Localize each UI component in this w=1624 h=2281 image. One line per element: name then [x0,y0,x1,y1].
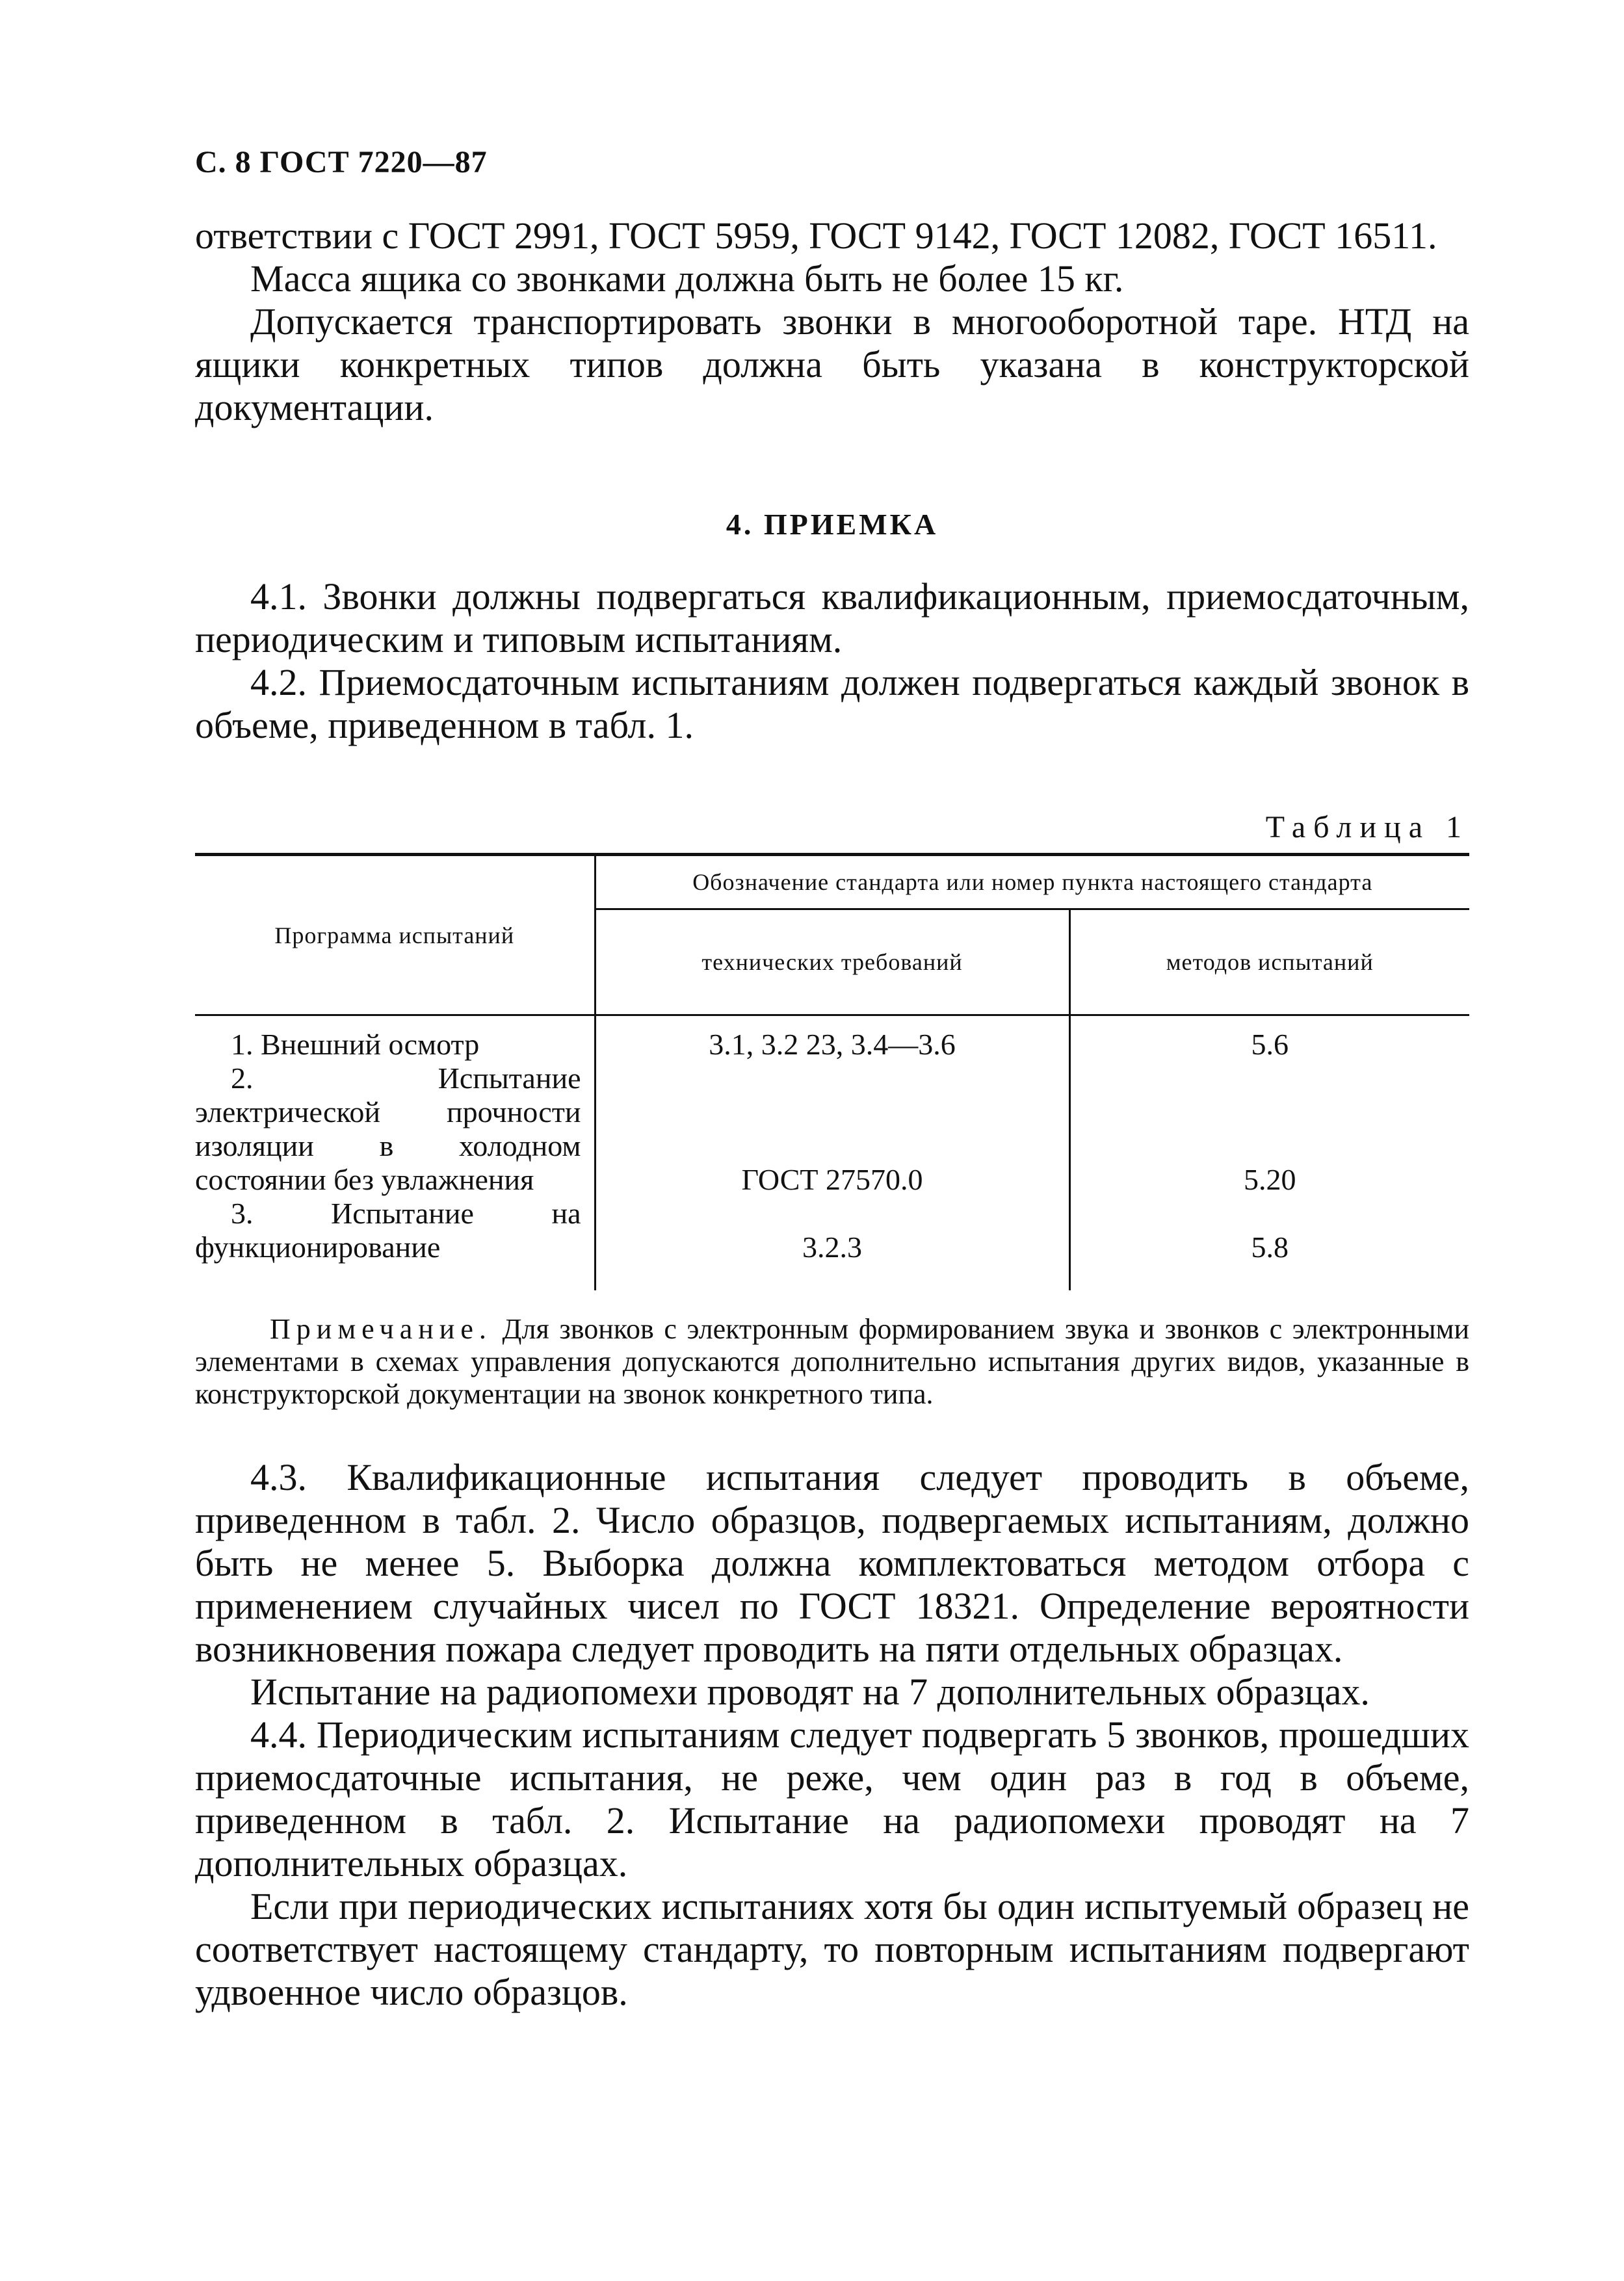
intro-block [195,215,1469,429]
row-1-methods: 5.6 [1069,1028,1469,1062]
note-label: Примечание. [270,1313,492,1345]
repeat-tests-paragraph: Если при периодических испытаниях хотя бы один испытуемый образец не соответствует настоящему стандарту, то повторным испытаниям подвергают удвоенное число образцов. [195,1885,1469,2013]
intro-paragraph-1: ответствии с ГОСТ 2991, ГОСТ 5959, ГОСТ 9142, ГОСТ 12082, ГОСТ 16511. [195,215,1437,257]
clause-4-4: 4.4. Периодическим испытаниям следует подвергать 5 звонков, прошедших приемосдаточные испытания, не реже, чем один раз в год в объеме, приведенном в табл. 2. Испытание на радиопомехи проводят на 7 дополнительных образцах. [195,1714,1469,1884]
table-note [195,1313,1469,1411]
header-test-methods: методов испытаний [1069,909,1469,1015]
intro-paragraph-3: Допускается транспортировать звонки в многооборотной таре. НТД на ящики конкретных типов должна быть указана в конструкторской документации. [195,300,1469,428]
row-3-program: 3. Испытание на функционирование [195,1197,581,1264]
clause-4-1: 4.1. Звонки должны подвергаться квалификационным, приемосдаточным, периодическим и типовым испытаниям. [195,575,1469,660]
section-4-continued [195,1456,1469,2014]
section-4-intro [195,575,1469,747]
intro-paragraph-2: Масса ящика со звонками должна быть не более 15 кг. [250,257,1124,300]
row-1-tech: 3.1, 3.2 23, 3.4—3.6 [595,1028,1069,1062]
table-row [195,1028,1469,1062]
row-1-program: 1. Внешний осмотр [231,1028,480,1061]
row-2-program: 2. Испытание электрической прочности изоляции в холодном состоянии без увлажнения [195,1062,581,1196]
header-tech-requirements: технических требований [595,909,1069,1015]
row-2-tech: ГОСТ 27570.0 [595,1062,1069,1197]
table-1 [195,853,1469,1290]
row-2-methods: 5.20 [1069,1062,1469,1197]
table-caption: Таблица 1 [1265,810,1469,844]
row-3-methods: 5.8 [1069,1197,1469,1264]
radio-interference-paragraph: Испытание на радиопомехи проводят на 7 дополнительных образцах. [250,1671,1370,1713]
header-standard-group: Обозначение стандарта или номер пункта настоящего стандарта [595,855,1469,909]
page-header: С. 8 ГОСТ 7220—87 [195,145,488,179]
note-text: Для звонков с электронным формированием звука и звонков с электронными элементами в схемах управления допускаются дополнительно испытания других видов, указанные в конструкторской документации на звонок конкретного типа. [195,1313,1469,1410]
table-row [195,1062,1469,1197]
table-row [195,1197,1469,1264]
header-program: Программа испытаний [195,855,595,1015]
clause-4-2: 4.2. Приемосдаточным испытаниям должен подвергаться каждый звонок в объеме, приведенном в табл. 1. [195,661,1469,746]
row-3-tech: 3.2.3 [595,1197,1069,1264]
section-title: 4. ПРИЕМКА [726,508,939,541]
clause-4-3: 4.3. Квалификационные испытания следует проводить в объеме, приведенном в табл. 2. Число образцов, подвергаемых испытаниям, должно быть не менее 5. Выборка должна комплектоваться методом отбора с применением случайных чисел по ГОСТ 18321. Определение вероятности возникновения пожара следует проводить на пяти отдельных образцах. [195,1456,1469,1670]
